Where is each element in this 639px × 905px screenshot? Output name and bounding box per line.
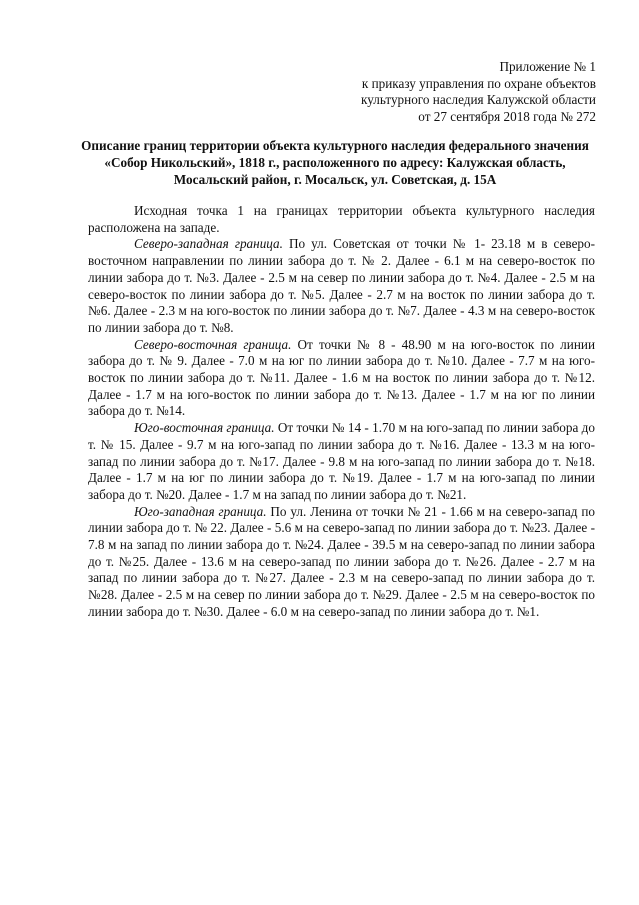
appendix-authority: культурного наследия Калужской области [361,92,596,108]
section-southwest [88,504,595,621]
section-heading: Северо-восточная граница. [134,336,292,352]
section-text: От точки № 8 - 48.90 м на юго-восток по линии забора до т. № 9. Далее - 7.0 м на юг по линии забора до т. №10. Далее - 7.7 м на юго-восток по линии забора до т. №11. Далее - 1.6 м на восток по линии забора до т. №12. Далее - 1.7 м на юго-восток по линии забора до т. №13. Далее - 1.7 м на юг по линии забора до т. №14. [88,336,595,419]
section-northeast [88,337,595,421]
section-text: От точки № 14 - 1.70 м на юго-запад по линии забора до т. № 15. Далее - 9.7 м на юго-запад по линии забора до т. №16. Далее - 13.3 м на юго-запад по линии забора до т. №17. Далее - 9.8 м на юго-запад по линии забора до т. №18. Далее - 1.7 м на юг по линии забора до т. №19. Далее - 1.7 м на юго-запад по линии забора до т. №20. Далее - 1.7 м на запад по линии забора до т. №21. [88,420,595,502]
appendix-header [296,59,596,126]
document-body [88,203,595,621]
section-text: По ул. Советская от точки № 1- 23.18 м в северо-восточном направлении по линии забора до т. № 2. Далее - 6.1 м на северо-восток по линии забора до т. №3. Далее - 2.5 м на север по линии забора до т. №4. Далее - 2.5 м на северо-восток по линии забора до т. №5. Далее - 2.7 м на восток по линии забора до т. №6. Далее - 2.3 м на юго-восток по линии забора до т. №7. Далее - 4.3 м на северо-восток по линии забора до т. №8. [88,236,596,335]
section-heading: Юго-западная граница. [134,503,267,519]
appendix-number: Приложение № 1 [499,59,596,74]
section-heading: Северо-западная граница. [134,236,283,252]
appendix-order-ref: к приказу управления по охране объектов [361,75,596,91]
section-southeast [88,420,595,504]
intro-paragraph: Исходная точка 1 на границах территории объекта культурного наследия расположена на западе. [88,203,595,235]
document-title: Описание границ территории объекта культурного наследия федерального значения «Собор Никольский», 1818 г., расположенного по адресу: Калужская область, Мосальский район, г. Мосальск, ул. Советская, д. 15А [81,138,589,187]
section-northwest [88,236,595,336]
appendix-date: от 27 сентября 2018 года № 272 [418,109,596,125]
section-heading: Юго-восточная граница. [134,420,275,436]
section-text: По ул. Ленина от точки № 21 - 1.66 м на северо-запад по линии забора до т. № 22. Далее - 5.6 м на северо-запад по линии забора до т. №23. Далее - 7.8 м на запад по линии забора до т. №24. Далее - 39.5 м на северо-запад по линии забора до т. №25. Далее - 13.6 м на северо-запад по линии забора до т. №26. Далее - 2.7 м на запад по линии забора до т. №27. Далее - 2.3 м на северо-запад по линии забора до т. №28. Далее - 2.5 м на север по линии забора до т. №29. Далее - 2.5 м на северо-восток по линии забора до т. №30. Далее - 6.0 м на северо-запад по линии забора до т. №1. [88,503,595,619]
